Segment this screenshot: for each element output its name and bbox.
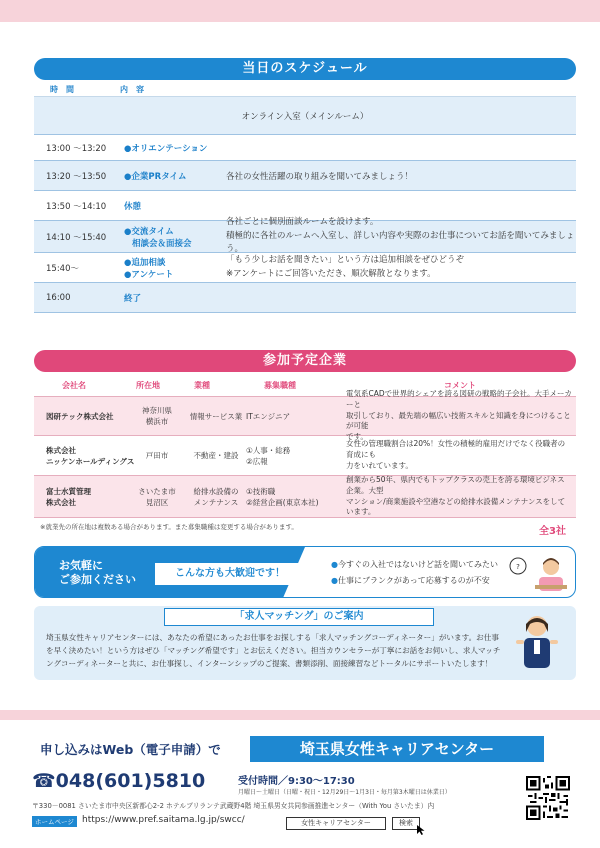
- schedule-row: [34, 135, 576, 161]
- schedule-detail: ※アンケートにご回答いただき、順次解散となります。: [226, 268, 436, 279]
- companies-title: 参加予定企業: [34, 350, 576, 372]
- welcome-item: ●今すぐの入社ではないけど話を聞いてみたい: [331, 560, 498, 569]
- company-row: [34, 476, 576, 518]
- company-jobs: ITエンジニア: [246, 411, 291, 421]
- company-name: 富士水質管理: [46, 486, 91, 496]
- speech-bubble-icon: [509, 557, 527, 575]
- cursor-icon: [416, 824, 426, 836]
- welcome-lead-line: ご参加ください: [59, 573, 136, 587]
- footer-divider: [0, 710, 600, 720]
- company-industry: 不動産・建設: [193, 451, 239, 460]
- person-illustration-icon: [533, 555, 569, 593]
- company-location: 神奈川県: [142, 406, 172, 415]
- top-band: [0, 0, 600, 22]
- welcome-lead-line: お気軽に: [59, 559, 103, 572]
- schedule-table: [34, 96, 576, 313]
- companies-table: [34, 388, 576, 518]
- schedule-content: ●追加相談: [124, 257, 166, 268]
- homepage-url[interactable]: https://www.pref.saitama.lg.jp/swcc/: [82, 815, 245, 825]
- company-industry: メンテナンス: [193, 497, 239, 507]
- welcome-box: [34, 546, 576, 598]
- business-hours-note: 月曜日～土曜日（日曜・祝日・12月29日～1月3日・毎月第3木曜日は休業日）: [238, 789, 451, 796]
- companies-col-jobs: 募集職種: [264, 381, 296, 390]
- company-comment: 電気系CADで世界的シェアを誇る図研の戦略的子会社。大手メーカーと: [346, 388, 572, 409]
- company-jobs: ②経営企画(東京本社): [246, 497, 319, 507]
- schedule-time: 14:10 ～15:40: [46, 232, 107, 243]
- company-comment: マンション/商業施設や空港などの給排水設備メンテナンスをしています。: [346, 496, 566, 517]
- schedule-opening: オンライン入室（メインルーム）: [241, 111, 369, 122]
- company-name: 株式会社: [46, 445, 76, 455]
- schedule-content: ●企業PRタイム: [124, 171, 187, 182]
- company-row: [34, 436, 576, 476]
- company-comment: 創業から50年、県内でもトップクラスの売上を誇る環境ビジネス企業。大型: [346, 474, 565, 495]
- schedule-detail: 「もう少しお話を聞きたい」という方は追加相談をぜひどうぞ: [226, 254, 465, 265]
- homepage-label: ホームページ: [32, 816, 77, 827]
- company-industry: 情報サービス業: [189, 411, 243, 421]
- welcome-item-text: 今すぐの入社ではないけど話を聞いてみたい: [337, 560, 498, 569]
- qr-code-icon: [526, 776, 570, 820]
- company-location: さいたま市: [138, 486, 176, 496]
- company-comment: 力をいれています。: [346, 460, 413, 470]
- schedule-row: [34, 283, 576, 313]
- matching-title: 「求人マッチング」のご案内: [164, 608, 434, 626]
- companies-col-comment: コメント: [444, 381, 476, 390]
- company-jobs: ②広報: [246, 456, 268, 466]
- company-name: ニッケンホールディングス: [46, 456, 135, 466]
- company-comment: です。: [346, 432, 368, 442]
- company-location: 横浜市: [145, 417, 169, 426]
- company-name: 株式会社: [46, 497, 76, 507]
- company-name: 図研テック株式会社: [46, 411, 114, 421]
- schedule-row: [34, 217, 576, 255]
- schedule-content: 終了: [124, 293, 142, 304]
- schedule-content: 相談会＆面接会: [132, 238, 192, 249]
- schedule-detail: 積極的に各社のルームへ入室し、詳しい内容や実際のお仕事についてお話を聞いてみましょう。: [226, 230, 575, 255]
- schedule-col-time: 時 間: [50, 85, 74, 94]
- company-jobs: ①技術職: [246, 486, 276, 496]
- schedule-time: 15:40～: [46, 263, 79, 274]
- schedule-detail: 各社の女性活躍の取り組みを聞いてみましょう！: [226, 171, 414, 182]
- companies-col-location: 所在地: [136, 381, 160, 390]
- apply-heading: 申し込みはWeb（電子申請）で: [40, 742, 221, 757]
- schedule-detail: 各社ごとに個別面談ルームを設けます。: [226, 217, 379, 228]
- schedule-row: [34, 253, 576, 283]
- search-keyword-box: 女性キャリアセンター: [286, 817, 386, 830]
- companies-col-name: 会社名: [62, 381, 86, 390]
- matching-text: 埼玉県女性キャリアセンターには、あなたの希望にあったお仕事をお探しする「求人マッチングコーディネーター」がいます。お仕事を早く決めたい！という方はぜひ「マッチング希望です」とお伝えください。担当カウンセラーが丁寧にお話をお伺いし、求人マッチングコーディネーターと共に、お仕事探し、インターンシップのご提案、書類添削、面接練習などトータルにサポートいたします！: [46, 633, 501, 668]
- search-button: 検索: [392, 817, 420, 830]
- companies-note: ※就業先の所在地は複数ある場合があります。また募集職種は変更する場合があります。: [40, 523, 298, 531]
- schedule-time: 13:20 ～13:50: [46, 171, 107, 182]
- schedule-content: ●オリエンテーション: [124, 143, 208, 154]
- welcome-lead: [59, 559, 136, 588]
- center-name: 埼玉県女性キャリアセンター: [250, 736, 544, 762]
- company-location: 見沼区: [145, 497, 169, 507]
- schedule-content: 休憩: [124, 201, 142, 212]
- companies-col-industry: 業種: [194, 381, 210, 390]
- address: 〒330－0081 さいたま市中央区新都心2-2 ホテルブリランテ武蔵野4階 埼玉県男女共同参画推進センター（With You さいたま）内: [32, 802, 435, 810]
- schedule-content: ●アンケート: [124, 269, 174, 280]
- company-comment: 取引しており、最先端の幅広い技術スキルと知識を身につけることが可能: [346, 410, 571, 431]
- companies-total: 全3社: [539, 526, 566, 537]
- welcome-item: ●仕事にブランクがあって応募するのが不安: [331, 576, 490, 585]
- welcome-banner: こんな方も大歓迎です！: [155, 563, 305, 585]
- schedule-content: ●交流タイム: [124, 226, 174, 237]
- welcome-item-text: 仕事にブランクがあって応募するのが不安: [337, 576, 490, 585]
- schedule-time: 13:00 ～13:20: [46, 143, 107, 154]
- staff-illustration-icon: [514, 612, 560, 672]
- phone-number: ☎048(601)5810: [32, 770, 206, 792]
- company-jobs: ①人事・総務: [246, 445, 291, 455]
- svg-text:?: ?: [516, 563, 520, 571]
- matching-box: [34, 606, 576, 680]
- company-industry: 給排水設備の: [193, 486, 239, 496]
- company-row: [34, 388, 576, 442]
- schedule-opening-row: [34, 97, 576, 135]
- schedule-time: 16:00: [46, 292, 71, 303]
- schedule-row: [34, 161, 576, 191]
- company-comment: 女性の管理職割合は20%！女性の積極的雇用だけでなく役職者の育成にも: [346, 439, 566, 460]
- schedule-title: 当日のスケジュール: [34, 58, 576, 80]
- business-hours: 受付時間／9:30～17:30: [238, 776, 355, 787]
- schedule-col-content: 内 容: [120, 85, 144, 94]
- schedule-time: 13:50 ～14:10: [46, 201, 107, 212]
- company-location: 戸田市: [145, 451, 169, 460]
